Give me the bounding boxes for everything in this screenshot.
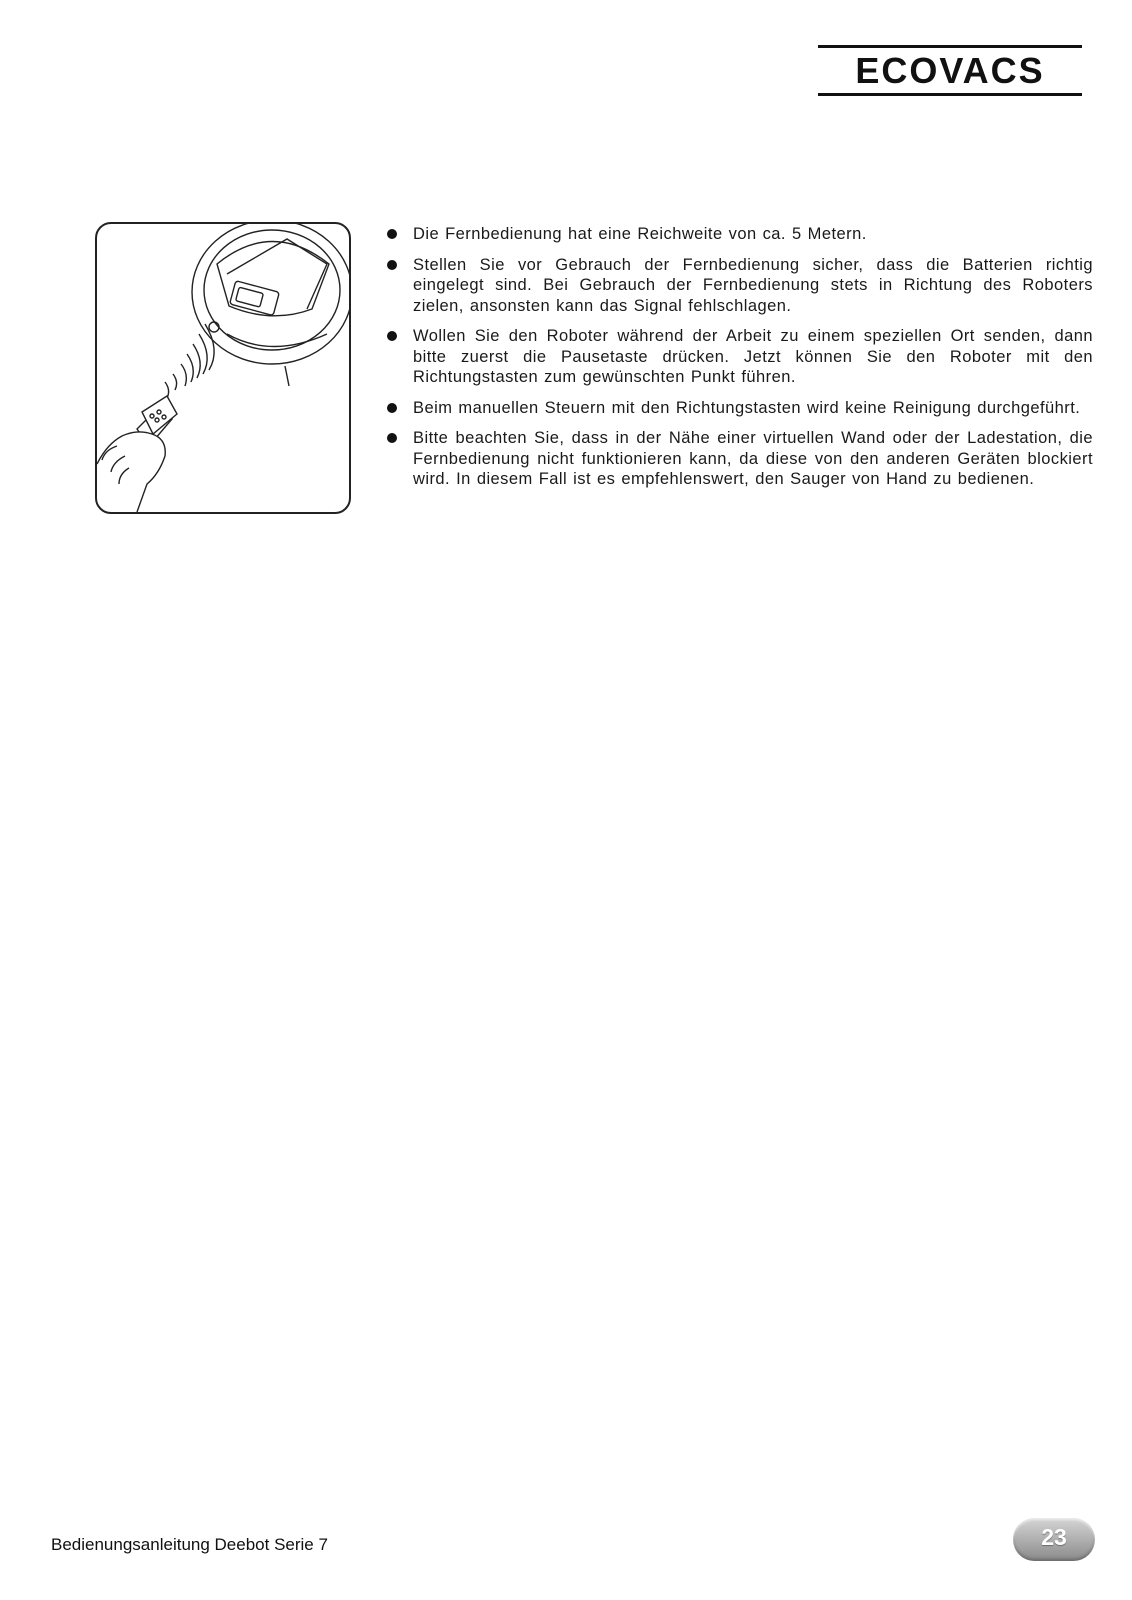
list-item-text: Die Fernbedienung hat eine Reichweite von ca. 5 Metern. [413,225,867,243]
list-item [387,224,1093,245]
bullet-icon [387,331,397,341]
logo-text: ECOVACS [855,50,1045,91]
bullet-icon [387,403,397,413]
list-item [387,326,1093,388]
list-item [387,255,1093,317]
list-item [387,398,1093,419]
list-item-text: Bitte beachten Sie, dass in der Nähe einer virtuellen Wand oder der Ladestation, die Fernbedienung nicht funktionieren kann, da diese von den anderen Geräten blockiert wird. In diesem Fall ist es empfehlenswert, den Sauger von Hand zu bedienen. [413,429,1093,488]
remote-control-illustration [95,222,351,514]
list-item-text: Beim manuellen Steuern mit den Richtungstasten wird keine Reinigung durchgeführt. [413,398,1081,417]
footer-title: Bedienungsanleitung Deebot Serie 7 [51,1535,328,1554]
bullet-icon [387,433,397,443]
bullet-icon [387,260,397,270]
page-number-badge: 23 [1013,1518,1095,1561]
bullet-icon [387,229,397,239]
robot-remote-control-illustration-icon [97,224,349,512]
instruction-list [387,224,1093,500]
list-item-text: Stellen Sie vor Gebrauch der Fernbedienung sicher, dass die Batterien richtig eingelegt sind. Bei Gebrauch der Fernbedienung stets in Richtung des Roboters zielen, ansonsten kann das Signal fehlschlagen. [413,255,1093,315]
list-item [387,428,1093,490]
ecovacs-logo [818,45,1082,97]
list-item-text: Wollen Sie den Roboter während der Arbeit zu einem speziellen Ort senden, dann bitte zuerst die Pausetaste drücken. Jetzt können Sie den Roboter mit den Richtungstasten zum gewünschten Punkt führen. [413,327,1093,386]
